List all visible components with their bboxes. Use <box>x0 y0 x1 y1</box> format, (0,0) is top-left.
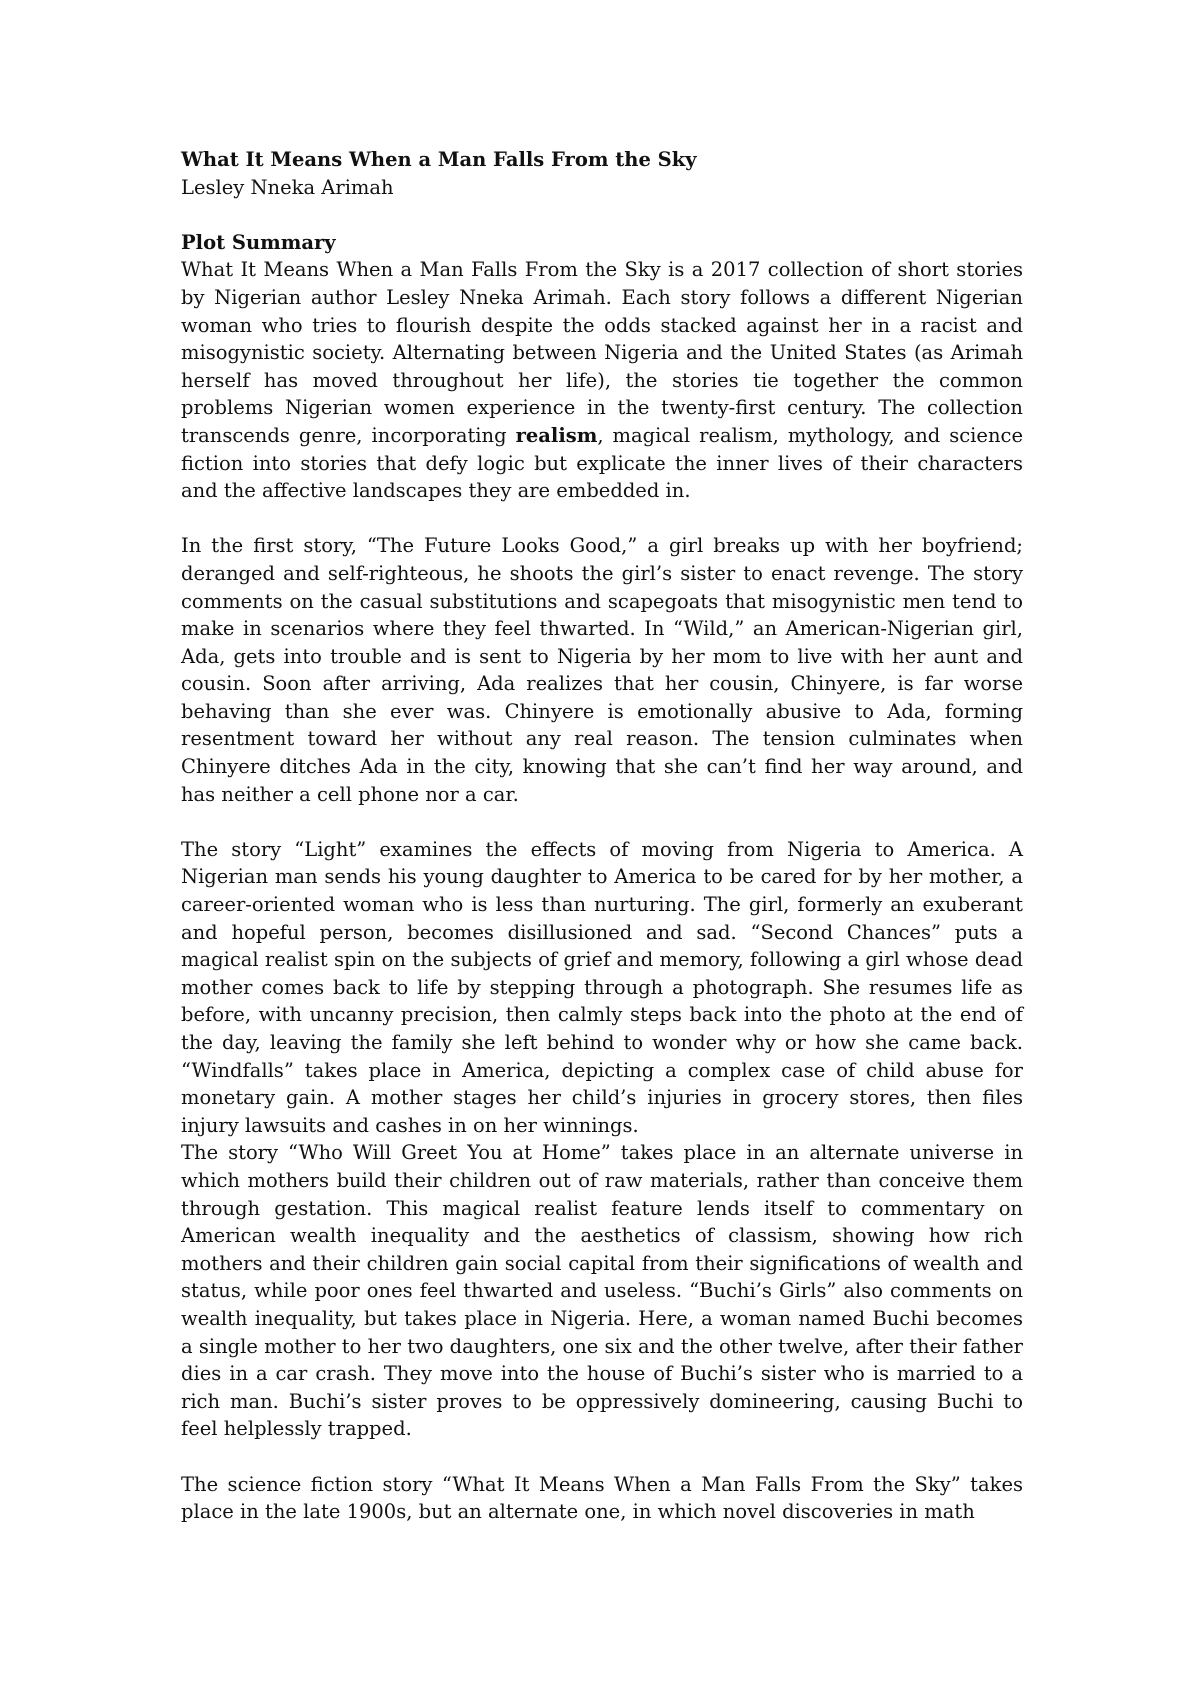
paragraph-1-bold-term: realism <box>515 423 598 447</box>
document-author: Lesley Nneka Arimah <box>181 175 394 199</box>
paragraph-1-text-b: , magical realism, mythology, and science fiction into stories that defy logic but explicate the inner lives of their characters and the affective landscapes they are embedded in. <box>181 423 1023 503</box>
paragraph-4: The story “Who Will Greet You at Home” takes place in an alternate universe in which mothers build their children out of raw materials, rather than conceive them through gestation. This magical realist feature lends itself to commentary on American wealth inequality and the aesthetics of classism, showing how rich mothers and their children gain social capital from their significations of wealth and status, while poor ones feel thwarted and useless. “Buchi’s Girls” also comments on wealth inequality, but takes place in Nigeria. Here, a woman named Buchi becomes a single mother to her two daughters, one six and the other twelve, after their father dies in a car crash. They move into the house of Buchi’s sister who is married to a rich man. Buchi’s sister proves to be oppressively domineering, causing Buchi to feel helplessly trapped. <box>181 1141 1023 1441</box>
paragraph-1-text-a: What It Means When a Man Falls From the Sky is a 2017 collection of short stories by Nigerian author Lesley Nneka Arimah. Each story follows a different Nigerian woman who tries to flourish despite the odds stacked against her in a racist and misogynistic society. Alternating between Nigeria and the United States (as Arimah herself has moved throughout her life), the stories tie together the common problems Nigerian women experience in the twenty-first century. The collection transcends genre, incorporating <box>181 258 1023 447</box>
paragraph-5: The science fiction story “What It Means When a Man Falls From the Sky” takes place in the late 1900s, but an alternate one, in which novel discoveries in math <box>181 1472 1023 1524</box>
document-title: What It Means When a Man Falls From the Sky <box>181 148 697 171</box>
paragraph-2: In the first story, “The Future Looks Good,” a girl breaks up with her boyfriend; deranged and self-righteous, he shoots the girl’s sister to enact revenge. The story comments on the casual substitutions and scapegoats that misogynistic men tend to make in scenarios where they feel thwarted. In “Wild,” an American-Nigerian girl, Ada, gets into trouble and is sent to Nigeria by her mom to live with her aunt and cousin. Soon after arriving, Ada realizes that her cousin, Chinyere, is far worse behaving than she ever was. Chinyere is emotionally abusive to Ada, forming resentment toward her without any real reason. The tension culminates when Chinyere ditches Ada in the city, knowing that she can’t find her way around, and has neither a cell phone nor a car. <box>181 534 1023 806</box>
paragraph-3: The story “Light” examines the effects of moving from Nigeria to America. A Nigerian man sends his young daughter to America to be cared for by her mother, a career-oriented woman who is less than nurturing. The girl, formerly an exuberant and hopeful person, becomes disillusioned and sad. “Second Chances” puts a magical realist spin on the subjects of grief and memory, following a girl whose dead mother comes back to life by stepping through a photograph. She resumes life as before, with uncanny precision, then calmly steps back into the photo at the end of the day, leaving the family she left behind to wonder why or how she came back. “Windfalls” takes place in America, depicting a complex case of child abuse for monetary gain. A mother stages her child’s injuries in grocery stores, then files injury lawsuits and cashes in on her winnings. <box>181 837 1023 1137</box>
document-page <box>181 146 1023 1526</box>
paragraph-1 <box>181 256 1023 504</box>
section-heading: Plot Summary <box>181 230 336 254</box>
